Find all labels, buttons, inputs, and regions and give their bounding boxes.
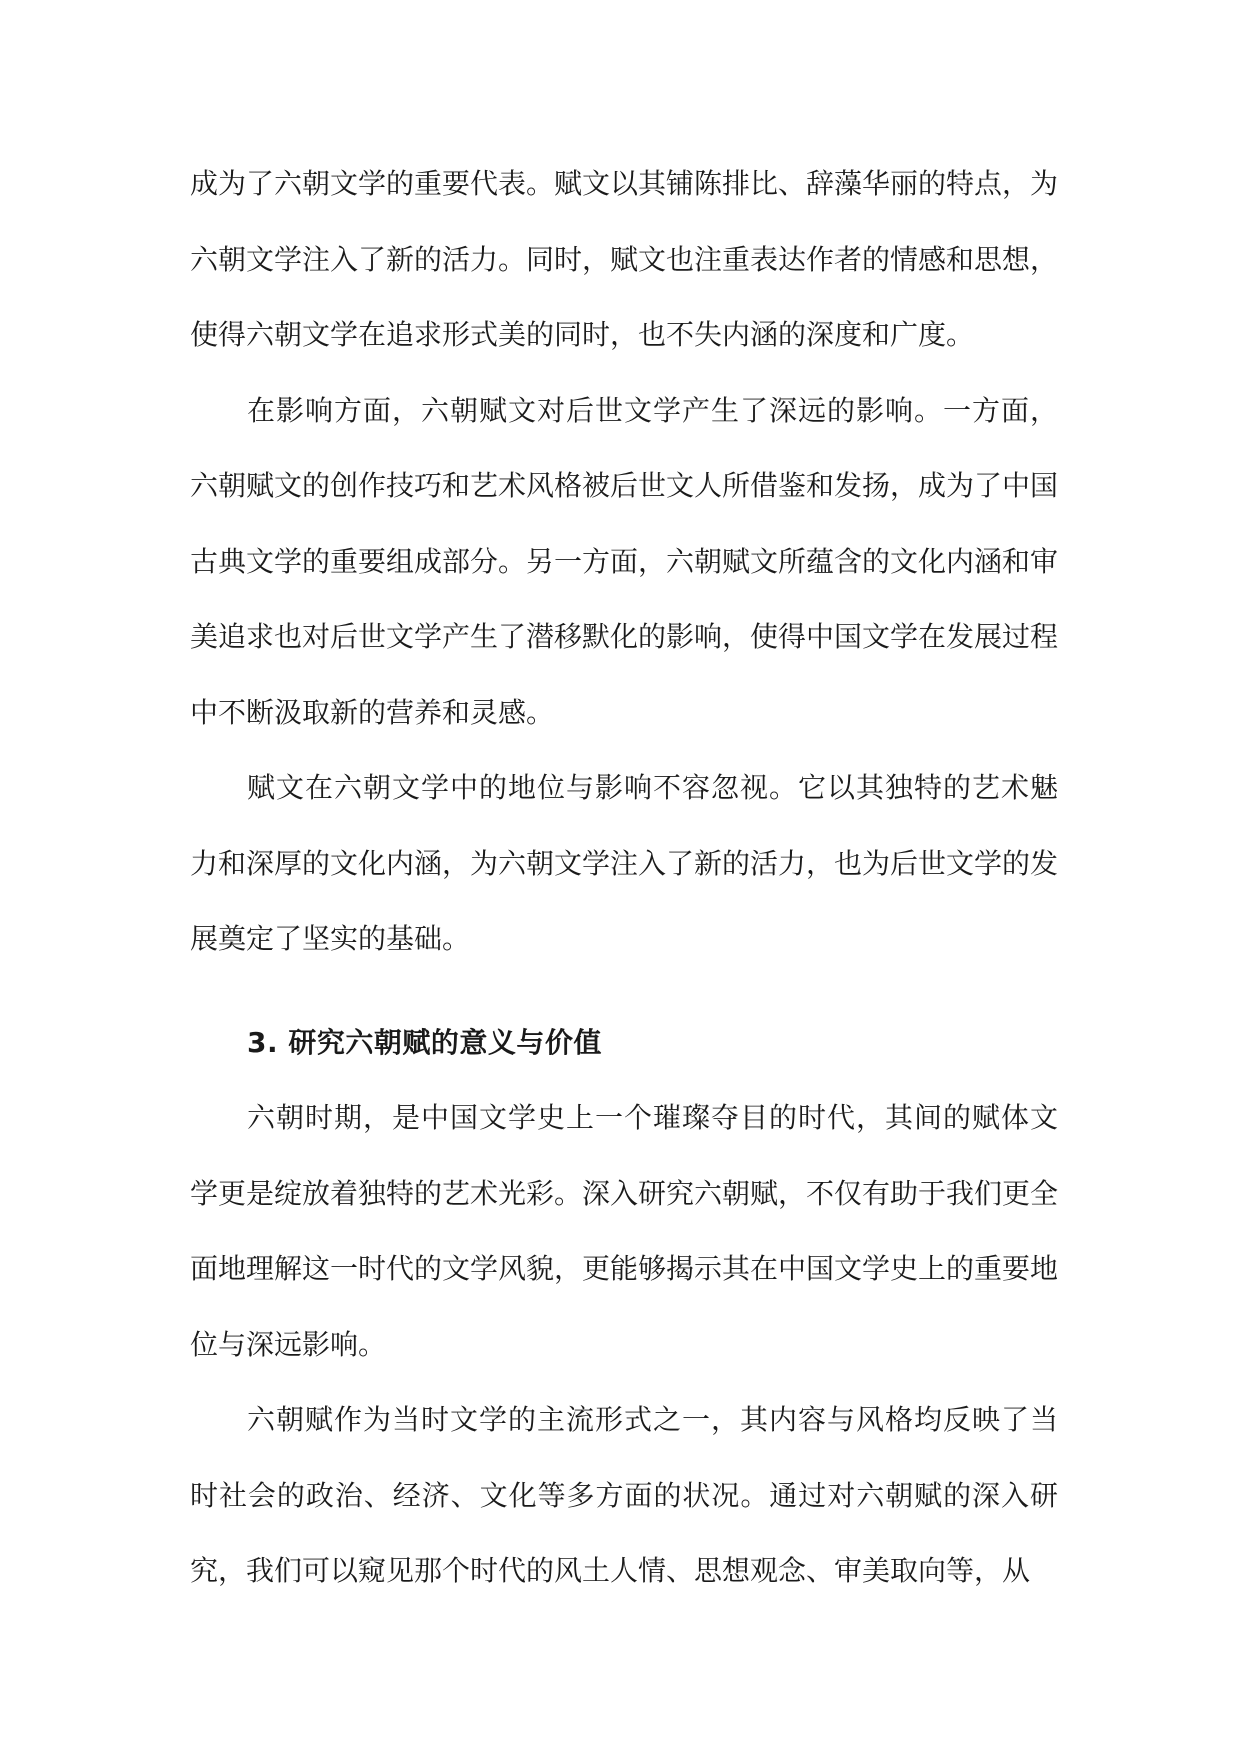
paragraph-1: 成为了六朝文学的重要代表。赋文以其铺陈排比、辞藻华丽的特点，为六朝文学注入了新的活力。同时，赋文也注重表达作者的情感和思想，使得六朝文学在追求形式美的同时，也不失内涵的深度和广度。 — [190, 167, 1059, 351]
page-content — [190, 146, 1058, 1609]
paragraph-4: 六朝时期，是中国文学史上一个璀璨夺目的时代，其间的赋体文学更是绽放着独特的艺术光彩。深入研究六朝赋，不仅有助于我们更全面地理解这一时代的文学风貌，更能够揭示其在中国文学史上的重要地位与深远影响。 — [190, 1101, 1059, 1361]
paragraph-3: 赋文在六朝文学中的地位与影响不容忽视。它以其独特的艺术魅力和深厚的文化内涵，为六朝文学注入了新的活力，也为后世文学的发展奠定了坚实的基础。 — [190, 771, 1059, 955]
paragraph-2: 在影响方面，六朝赋文对后世文学产生了深远的影响。一方面，六朝赋文的创作技巧和艺术风格被后世文人所借鉴和发扬，成为了中国古典文学的重要组成部分。另一方面，六朝赋文所蕴含的文化内涵和审美追求也对后世文学产生了潜移默化的影响，使得中国文学在发展过程中不断汲取新的营养和灵感。 — [190, 393, 1059, 729]
paragraph-5: 六朝赋作为当时文学的主流形式之一，其内容与风格均反映了当时社会的政治、经济、文化等多方面的状况。通过对六朝赋的深入研究，我们可以窥见那个时代的风土人情、思想观念、审美取向等，从 — [190, 1403, 1058, 1587]
section-heading: 3. 研究六朝赋的意义与价值 — [247, 1025, 602, 1059]
